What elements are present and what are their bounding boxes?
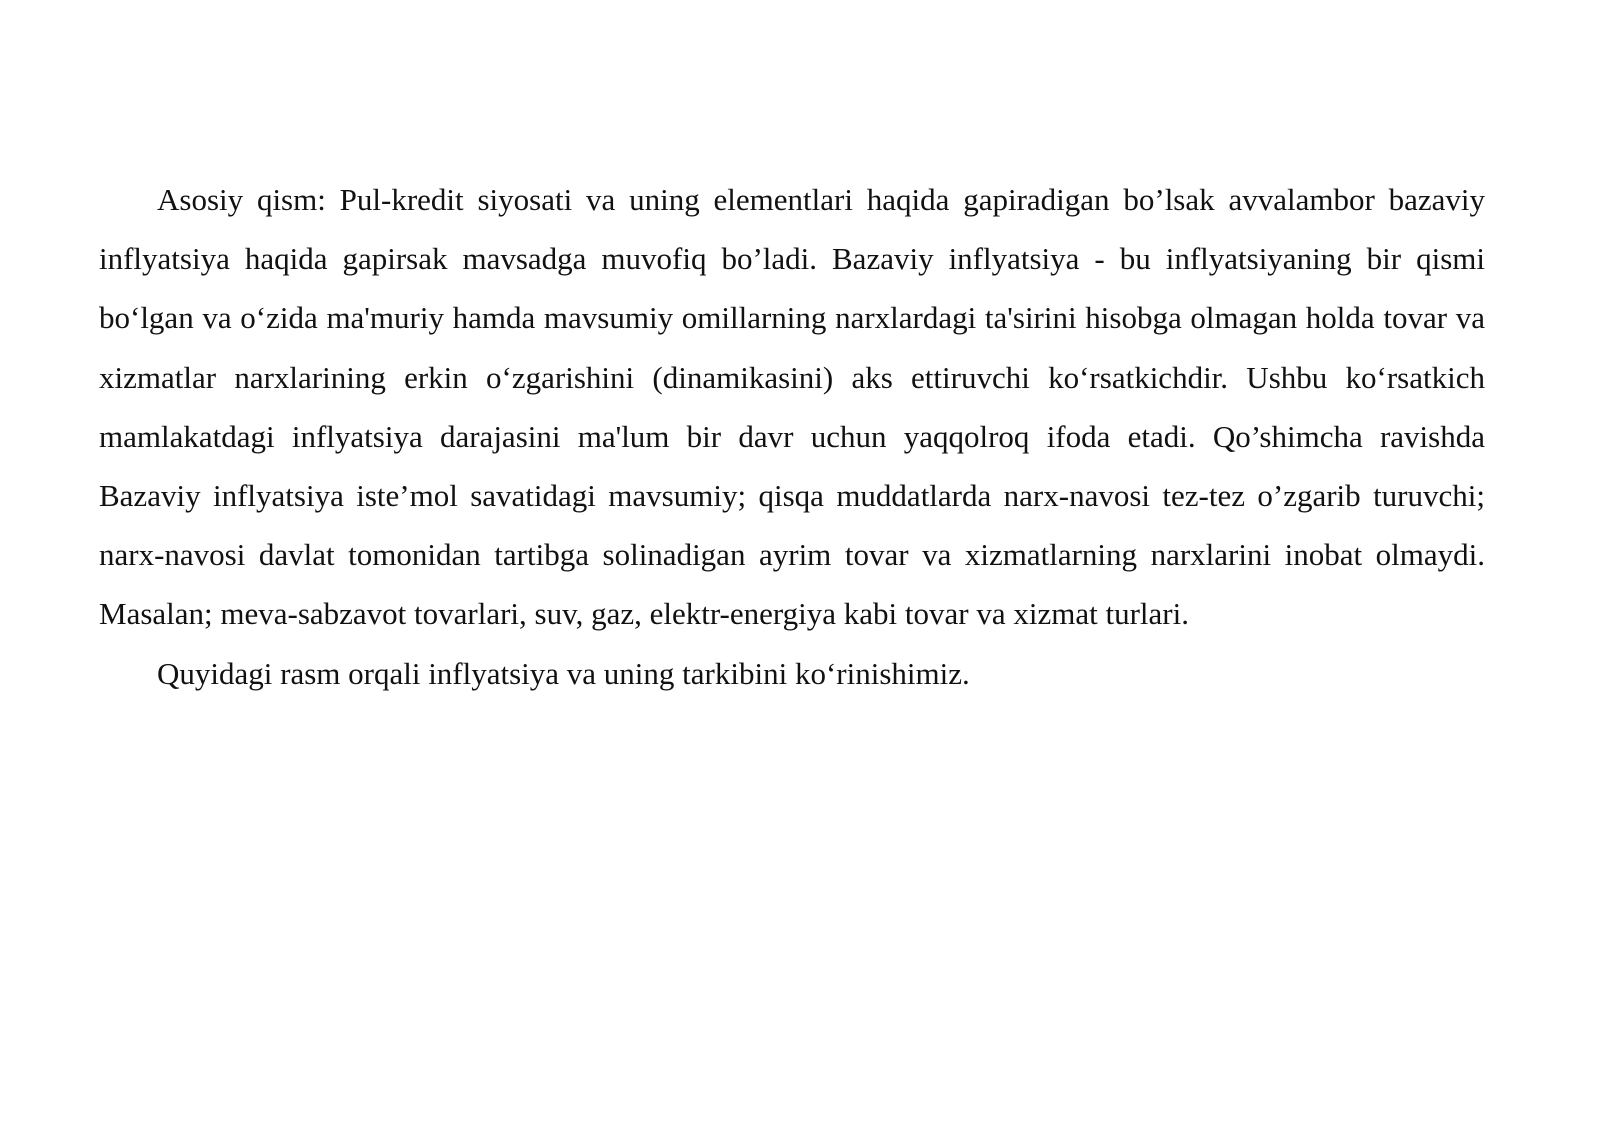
document-body — [99, 170, 1485, 703]
body-paragraph: Quyidagi rasm orqali inflyatsiya va uning tarkibini ko‘rinishimiz. — [157, 655, 970, 691]
body-paragraph: Asosiy qism: Pul-kredit siyosati va uning elementlari haqida gapiradigan bo’lsak avvalambor bazaviy inflyatsiya haqida gapirsak mavsadga muvofiq bo’ladi. Bazaviy inflyatsiya - bu inflyatsiyaning bir qismi bo‘lgan va o‘zida ma'muriy hamda mavsumiy omillarning narxlardagi ta'sirini hisobga olmagan holda tovar va xizmatlar narxlarining erkin o‘zgarishini (dinamikasini) aks ettiruvchi ko‘rsatkichdir. Ushbu ko‘rsatkich mamlakatdagi inflyatsiya darajasini ma'lum bir davr uchun yaqqolroq ifoda etadi. Qo’shimcha ravishda Bazaviy inflyatsiya iste’mol savatidagi mavsumiy; qisqa muddatlarda narx-navosi tez-tez o’zgarib turuvchi; narx-navosi davlat tomonidan tartibga solinadigan ayrim tovar va xizmatlarning narxlarini inobat olmaydi. Masalan; meva-sabzavot tovarlari, suv, gaz, elektr-energiya kabi tovar va xizmat turlari. — [99, 182, 1485, 632]
